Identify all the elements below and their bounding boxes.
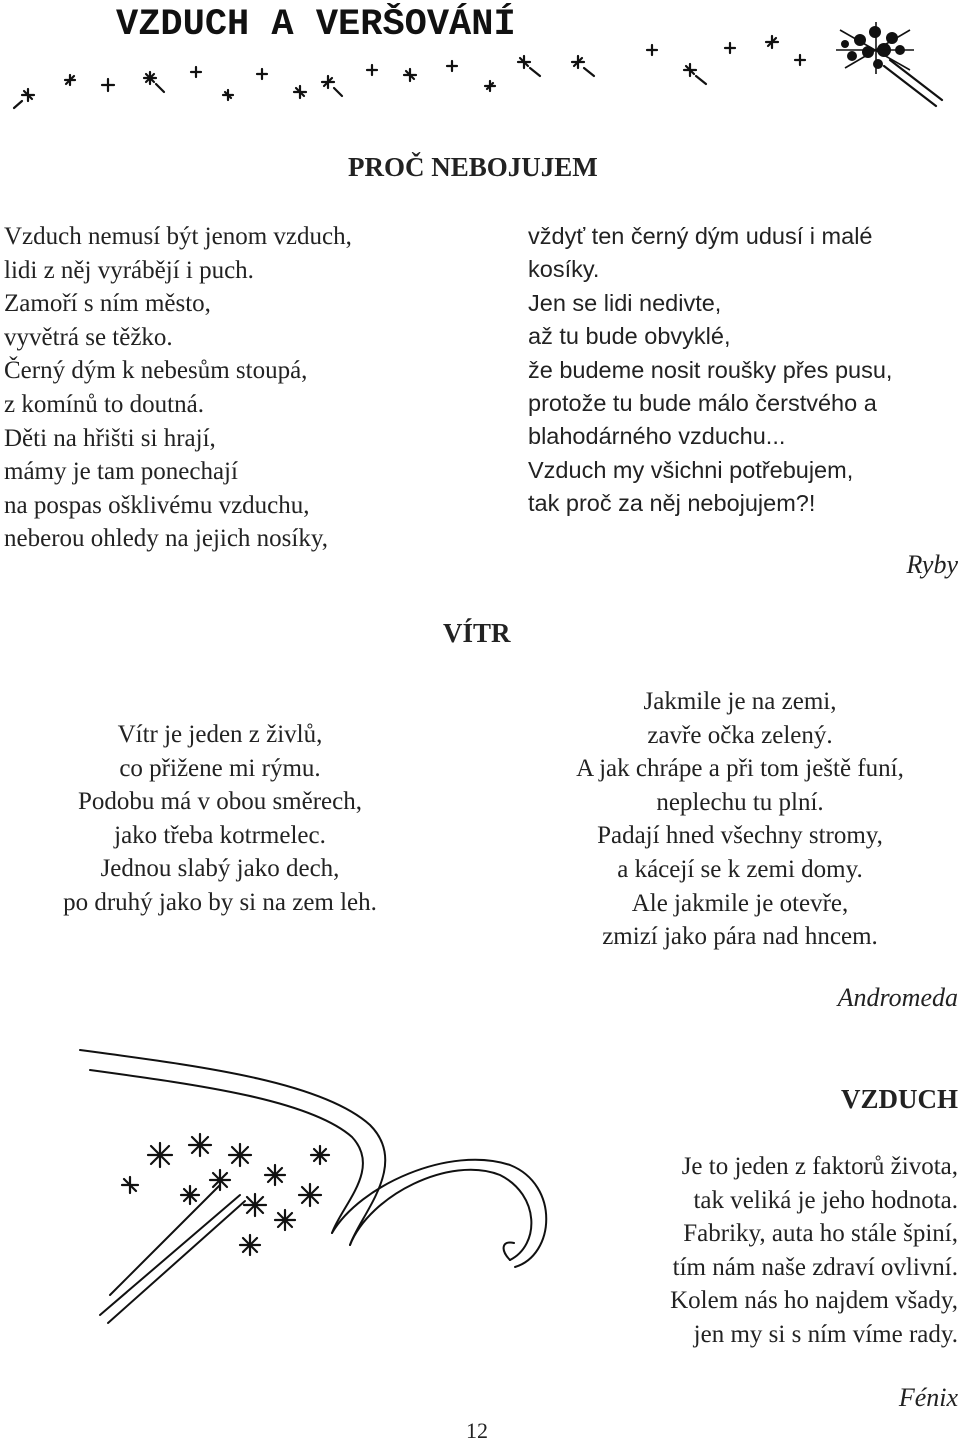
poem-line: jako třeba kotrmelec. — [114, 821, 326, 849]
poem-line: a kácejí se k zemi domy. — [617, 855, 863, 883]
poem-line: že budeme nosit roušky přes pusu, — [528, 356, 893, 383]
poem-line: Děti na hřišti si hrají, — [4, 424, 216, 452]
page-number: 12 — [466, 1418, 488, 1443]
poem-line: Vzduch my všichni potřebujem, — [528, 456, 854, 483]
poem-line: vyvětrá se těžko. — [4, 323, 173, 351]
poem-line: tím nám naše zdraví ovlivní. — [672, 1253, 958, 1281]
poem-line: Fabriky, auta ho stále špiní, — [683, 1220, 958, 1248]
page-header-title: VZDUCH A VERŠOVÁNÍ — [116, 4, 516, 46]
poem-line: Vzduch nemusí být jenom vzduch, — [4, 223, 352, 250]
poem2-author: Andromeda — [837, 983, 958, 1012]
poem-line: Zamoří s ním město, — [4, 290, 211, 318]
poem1-right-column — [528, 220, 892, 521]
poem-line: protože tu bude málo čerstvého a — [528, 390, 877, 417]
poem-line: na pospas ošklivému vzduchu, — [4, 491, 310, 519]
poem-line: Je to jeden z faktorů života, — [681, 1153, 958, 1180]
poem1-left-column — [4, 220, 352, 556]
poem-line: po druhý jako by si na zem leh. — [63, 888, 377, 916]
poem-line: Vítr je jeden z živlů, — [117, 721, 323, 748]
poem-line: Jednou slabý jako dech, — [100, 855, 340, 883]
poem-line: vždyť ten černý dým udusí i malé — [528, 223, 873, 249]
poem-line: blahodárného vzduchu... — [528, 423, 786, 450]
poem2-left-column — [20, 718, 420, 920]
poem-line: tak proč za něj nebojujem?! — [528, 490, 816, 517]
poem-line: z komínů to doutná. — [4, 390, 204, 418]
poem-line: zmizí jako pára nad hncem. — [602, 923, 878, 951]
poem3-author: Fénix — [898, 1383, 958, 1412]
poem1-title: PROČ NEBOJUJEM — [348, 152, 598, 182]
poem-line: A jak chrápe a při tom ještě funí, — [576, 755, 904, 783]
poem-line: Jen se lidi nedivte, — [528, 289, 722, 316]
poem3-title: VZDUCH — [840, 1084, 958, 1114]
poem-line: neberou ohledy na jejich nosíky, — [4, 525, 328, 553]
poem-line: Černý dým k nebesům stoupá, — [4, 357, 308, 385]
poem-line: co přižene mi rýmu. — [119, 754, 321, 782]
poem1-author: Ryby — [906, 550, 958, 579]
poem-line: Jakmile je na zemi, — [643, 688, 837, 715]
poem-line: až tu bude obvyklé, — [528, 323, 731, 350]
poem-line: tak veliká je jeho hodnota. — [693, 1186, 958, 1214]
poem-line: mámy je tam ponechají — [4, 458, 238, 486]
dandelion-wind-swirl-icon — [70, 1045, 570, 1335]
poem-line: jen my si s ním víme rady. — [693, 1320, 958, 1348]
poem-line: Ale jakmile je otevře, — [631, 889, 849, 917]
poem-line: Kolem nás ho najdem všady, — [670, 1287, 958, 1315]
poem-line: zavře očka zelený. — [647, 721, 833, 749]
poem-line: kosíky. — [528, 256, 600, 283]
poem-line: Podobu má v obou směrech, — [78, 788, 362, 816]
poem-line: lidi z něj vyrábějí i puch. — [4, 256, 254, 284]
poem2-right-column — [530, 685, 950, 954]
poem-line: neplechu tu plní. — [656, 788, 824, 816]
poem-line: Padají hned všechny stromy, — [597, 822, 883, 850]
poem2-title: VÍTR — [443, 618, 511, 648]
poem3-column — [670, 1150, 958, 1352]
